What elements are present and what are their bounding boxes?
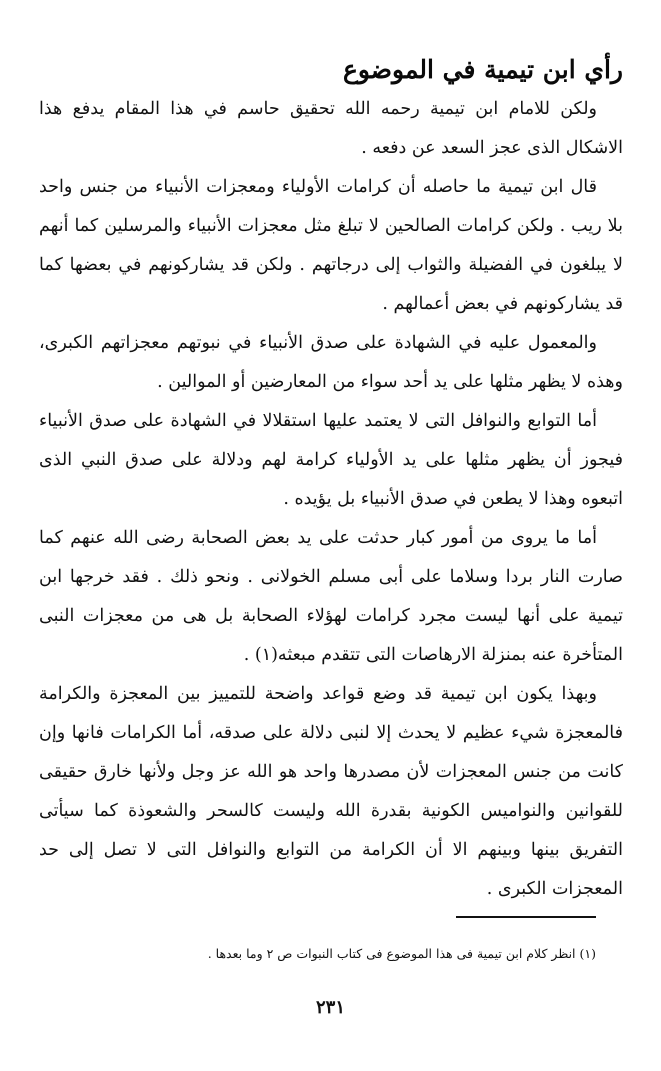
paragraph-6: وبهذا يكون ابن تيمية قد وضع قواعد واضحة للتمييز بين المعجزة والكرامة فالمعجزة شيء عظيم لا يحدث إلا لنبى دلالة على صدقه، أما الكرامات فانها وإن كانت من جنس المعجزات لأن مصدرها واحد هو الله عز وجل ولأنها خارق حقيقى للقوانين والنواميس الكونية بقدرة الله وليست كالسحر والشعوذة كما سيأتى التفريق بينها وبينهم الا أن الكرامة من التوابع والنوافل التى لا تصل إلى حد المعجزات الكبرى . (39, 684, 623, 899)
paragraph-2: قال ابن تيمية ما حاصله أن كرامات الأولياء ومعجزات الأنبياء من جنس واحد بلا ريب . ولكن كرامات الصالحين لا تبلغ مثل معجزات الأنبياء والمرسلين كما أنهم لا يبلغون في الفضيلة والثواب إلى درجاتهم . ولكن قد يشاركونهم في بعضها كما قد يشاركونهم في بعض أعمالهم . (39, 177, 623, 314)
body-text (39, 90, 623, 909)
footnote-separator (456, 916, 596, 918)
paragraph-5: أما ما يروى من أمور كبار حدثت على يد بعض الصحابة رضى الله عنهم كما صارت النار بردا وسلاما على أبى مسلم الخولانى . ونحو ذلك . فقد خرجها ابن تيمية على أنها ليست مجرد كرامات لهؤلاء الصحابة بل هى من معجزات النبى المتأخرة عنه بمنزلة الارهاصات التى تتقدم مبعثه(١) . (39, 528, 623, 665)
footnote: (١) انظر كلام ابن تيمية فى هذا الموضوع فى كتاب النبوات ص ٢ وما بعدها . (207, 946, 596, 961)
section-heading: رأي ابن تيمية في الموضوع (342, 55, 623, 84)
paragraph-3: والمعمول عليه في الشهادة على صدق الأنبياء في نبوتهم معجزاتهم الكبرى، وهذه لا يظهر مثلها على يد أحد سواء من المعارضين أو الموالين . (39, 333, 623, 392)
page-number: ٢٣١ (315, 997, 345, 1018)
paragraph-4: أما التوابع والنوافل التى لا يعتمد عليها استقلالا في الشهادة على صدق الأنبياء فيجوز أن يظهر مثلها على يد الأولياء كرامة لهم ودلالة على صدق النبي الذى اتبعوه وهذا لا يطعن في صدق الأنبياء بل يؤيده . (39, 411, 623, 509)
paragraph-1: ولكن للامام ابن تيمية رحمه الله تحقيق حاسم في هذا المقام يدفع هذا الاشكال الذى عجز السعد عن دفعه . (39, 99, 623, 158)
